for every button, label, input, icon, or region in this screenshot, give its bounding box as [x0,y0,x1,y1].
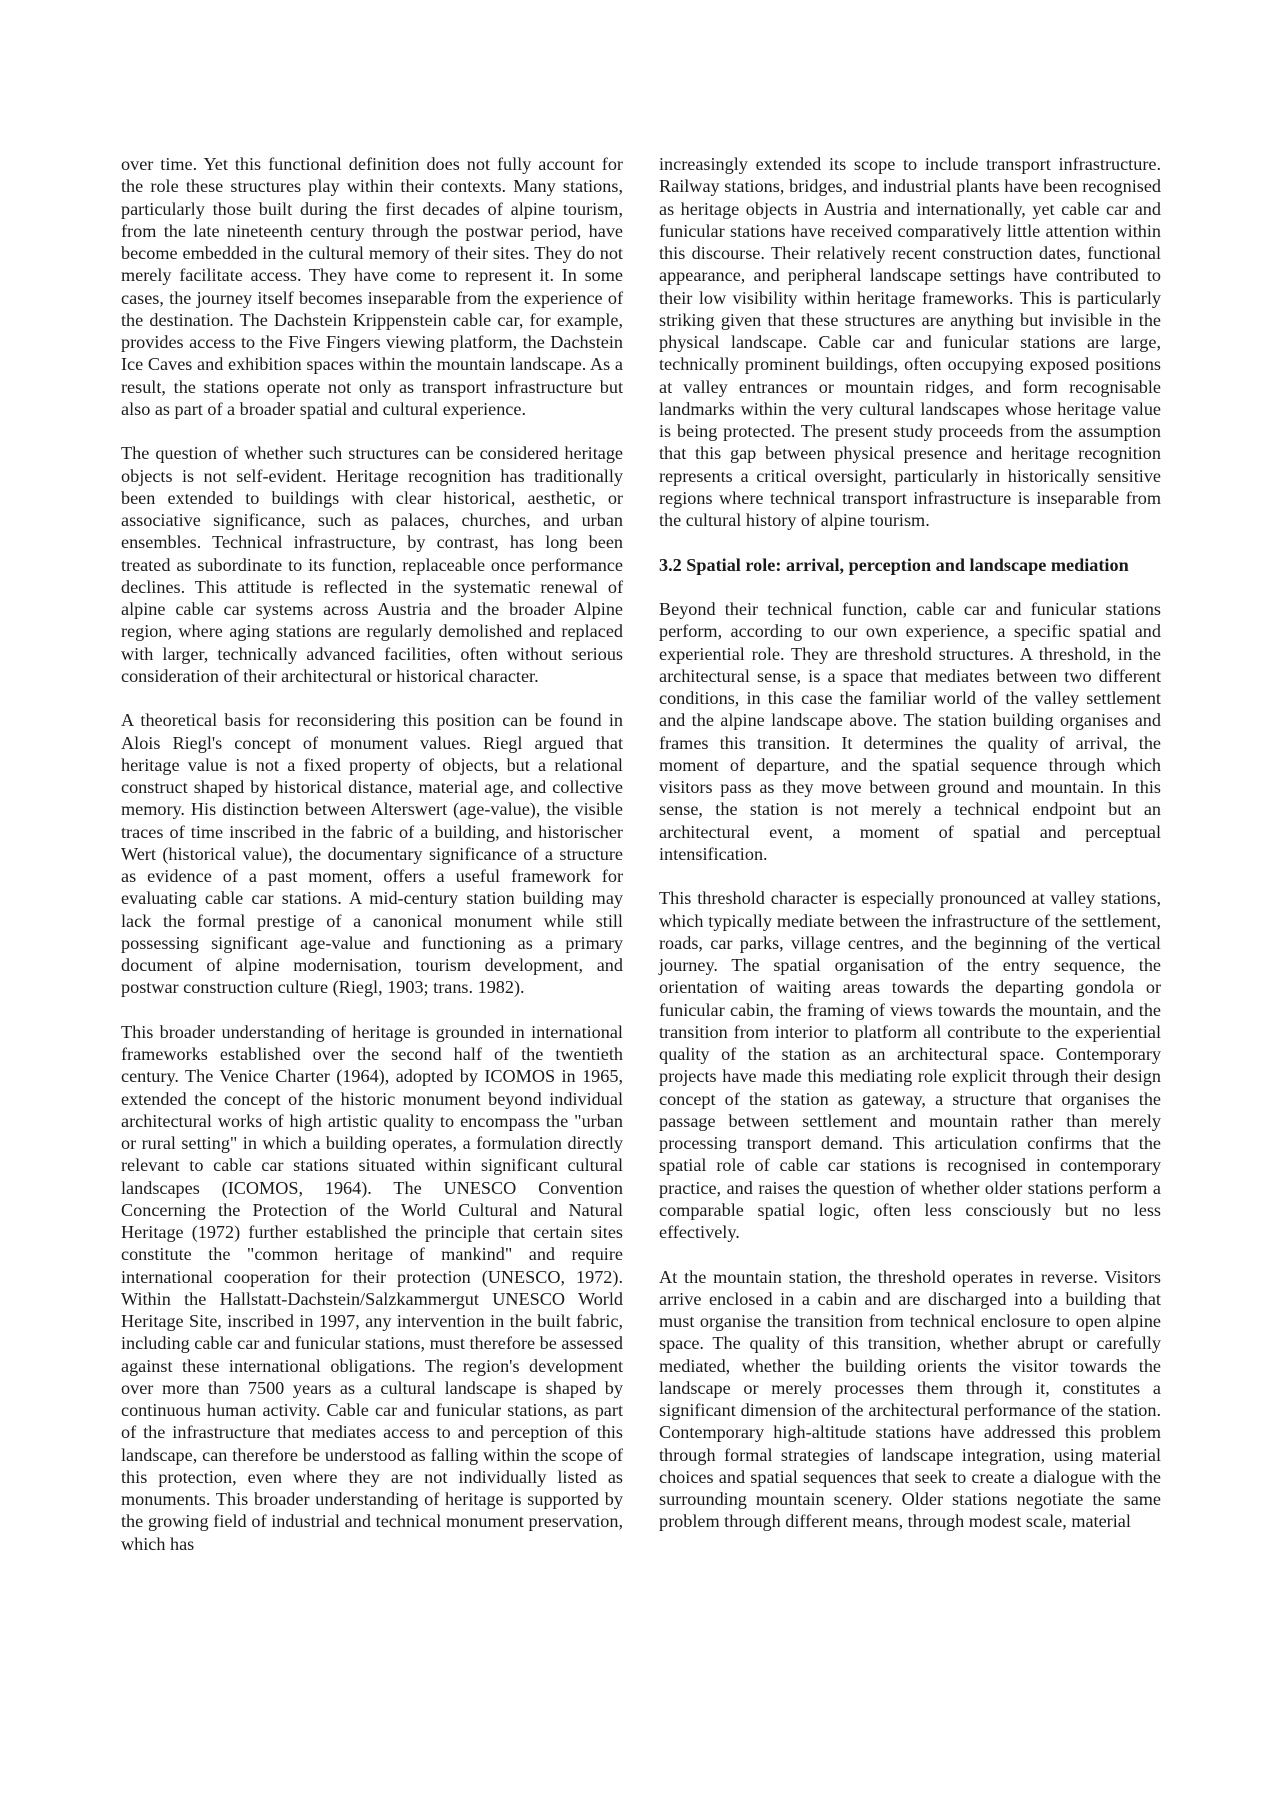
body-paragraph: This threshold character is especially pronounced at valley stations, which typically mediate between the infrastructure of the settlement, roads, car parks, village centres, and the beginning of the vertical journey. The spatial organisation of the entry sequence, the orientation of waiting areas towards the departing gondola or funicular cabin, the framing of views towards the mountain, and the transition from interior to platform all contribute to the experiential quality of the station as an architectural space. Contemporary projects have made this mediating role explicit through their design concept of the station as gateway, a structure that organises the passage between settlement and mountain rather than merely processing transport demand. This articulation confirms that the spatial role of cable car stations is recognised in contemporary practice, and raises the question of whether older stations perform a comparable spatial logic, often less consciously but no less effectively. [659,888,1161,1242]
body-paragraph: over time. Yet this functional definition does not fully account for the role these structures play within their contexts. Many stations, particularly those built during the first decades of alpine tourism, from the late nineteenth century through the postwar period, have become embedded in the cultural memory of their sites. They do not merely facilitate access. They have come to represent it. In some cases, the journey itself becomes inseparable from the experience of the destination. The Dachstein Krippenstein cable car, for example, provides access to the Five Fingers viewing platform, the Dachstein Ice Caves and exhibition spaces within the mountain landscape. As a result, the stations operate not only as transport infrastructure but also as part of a broader spatial and cultural experience. [121,154,623,419]
body-paragraph: At the mountain station, the threshold operates in reverse. Visitors arrive enclosed in a cabin and are discharged into a building that must organise the transition from technical enclosure to open alpine space. The quality of this transition, whether abrupt or carefully mediated, whether the building orients the visitor towards the landscape or merely processes them through it, constitutes a significant dimension of the architectural performance of the station. Contemporary high-altitude stations have addressed this problem through formal strategies of landscape integration, using material choices and spatial sequences that seek to create a dialogue with the surrounding mountain scenery. Older stations negotiate the same problem through different means, through modest scale, material [659,1266,1161,1532]
body-paragraph: This broader understanding of heritage is grounded in international frameworks established over the second half of the twentieth century. The Venice Charter (1964), adopted by ICOMOS in 1965, extended the concept of the historic monument beyond individual architectural works of high artistic quality to encompass the "urban or rural setting" in which a building operates, a formulation directly relevant to cable car stations situated within significant cultural landscapes (ICOMOS, 1964). The UNESCO Convention Concerning the Protection of the World Cultural and Natural Heritage (1972) further established the principle that certain sites constitute the "common heritage of mankind" and require international cooperation for their protection (UNESCO, 1972). Within the Hallstatt-Dachstein/Salzkammergut UNESCO World Heritage Site, inscribed in 1997, any intervention in the built fabric, including cable car and funicular stations, must therefore be assessed against these international obligations. The region's development over more than 7500 years as a cultural landscape is shaped by continuous human activity. Cable car and funicular stations, as part of the infrastructure that mediates access to and perception of this landscape, can therefore be understood as falling within the scope of this protection, even where they are not individually listed as monuments. This broader understanding of heritage is supported by the growing field of industrial and technical monument preservation, which has [121,1021,624,1554]
body-paragraph: The question of whether such structures can be considered heritage objects is not self-evident. Heritage recognition has traditionally been extended to buildings with clear historical, aesthetic, or associative significance, such as palaces, churches, and urban ensembles. Technical infrastructure, by contrast, has long been treated as subordinate to its function, replaceable once performance declines. This attitude is reflected in the systematic renewal of alpine cable car systems across Austria and the broader Alpine region, where aging stations are regularly demolished and replaced with larger, technically advanced facilities, often without serious consideration of their architectural or historical character. [121,443,623,686]
body-paragraph: A theoretical basis for reconsidering this position can be found in Alois Riegl's concept of monument values. Riegl argued that heritage value is not a fixed property of objects, but a relational construct shaped by historical distance, material age, and collective memory. His distinction between Alterswert (age-value), the visible traces of time inscribed in the fabric of a building, and historischer Wert (historical value), the documentary significance of a structure as evidence of a past moment, offers a useful framework for evaluating cable car stations. A mid-century station building may lack the formal prestige of a canonical monument while still possessing significant age-value and functioning as a primary document of alpine modernisation, tourism development, and postwar construction culture (Riegl, 1903; trans. 1982). [121,710,623,998]
body-paragraph: Beyond their technical function, cable car and funicular stations perform, according to our own experience, a specific spatial and experiential role. They are threshold structures. A threshold, in the architectural sense, is a space that mediates between two different conditions, in this case the familiar world of the valley settlement and the alpine landscape above. The station building organises and frames this transition. It determines the quality of arrival, the moment of departure, and the spatial sequence through which visitors pass as they move between ground and mountain. In this sense, the station is not merely a technical endpoint but an architectural event, a moment of spatial and perceptual intensification. [659,599,1161,864]
body-paragraph: increasingly extended its scope to include transport infrastructure. Railway stations, bridges, and industrial plants have been recognised as heritage objects in Austria and internationally, yet cable car and funicular stations have received comparatively little attention within this discourse. Their relatively recent construction dates, functional appearance, and peripheral landscape settings have contributed to their low visibility within heritage frameworks. This is particularly striking given that these structures are anything but invisible in the physical landscape. Cable car and funicular stations are large, technically prominent buildings, often occupying exposed positions at valley entrances or mountain ridges, and form recognisable landmarks within the very cultural landscapes whose heritage value is being protected. The present study proceeds from the assumption that this gap between physical presence and heritage recognition represents a critical oversight, particularly in historically sensitive regions where technical transport infrastructure is inseparable from the cultural history of alpine tourism. [659,154,1161,530]
right-column [659,153,1161,1533]
left-column [121,153,623,1555]
section-heading: 3.2 Spatial role: arrival, perception and landscape mediation [659,554,1129,575]
